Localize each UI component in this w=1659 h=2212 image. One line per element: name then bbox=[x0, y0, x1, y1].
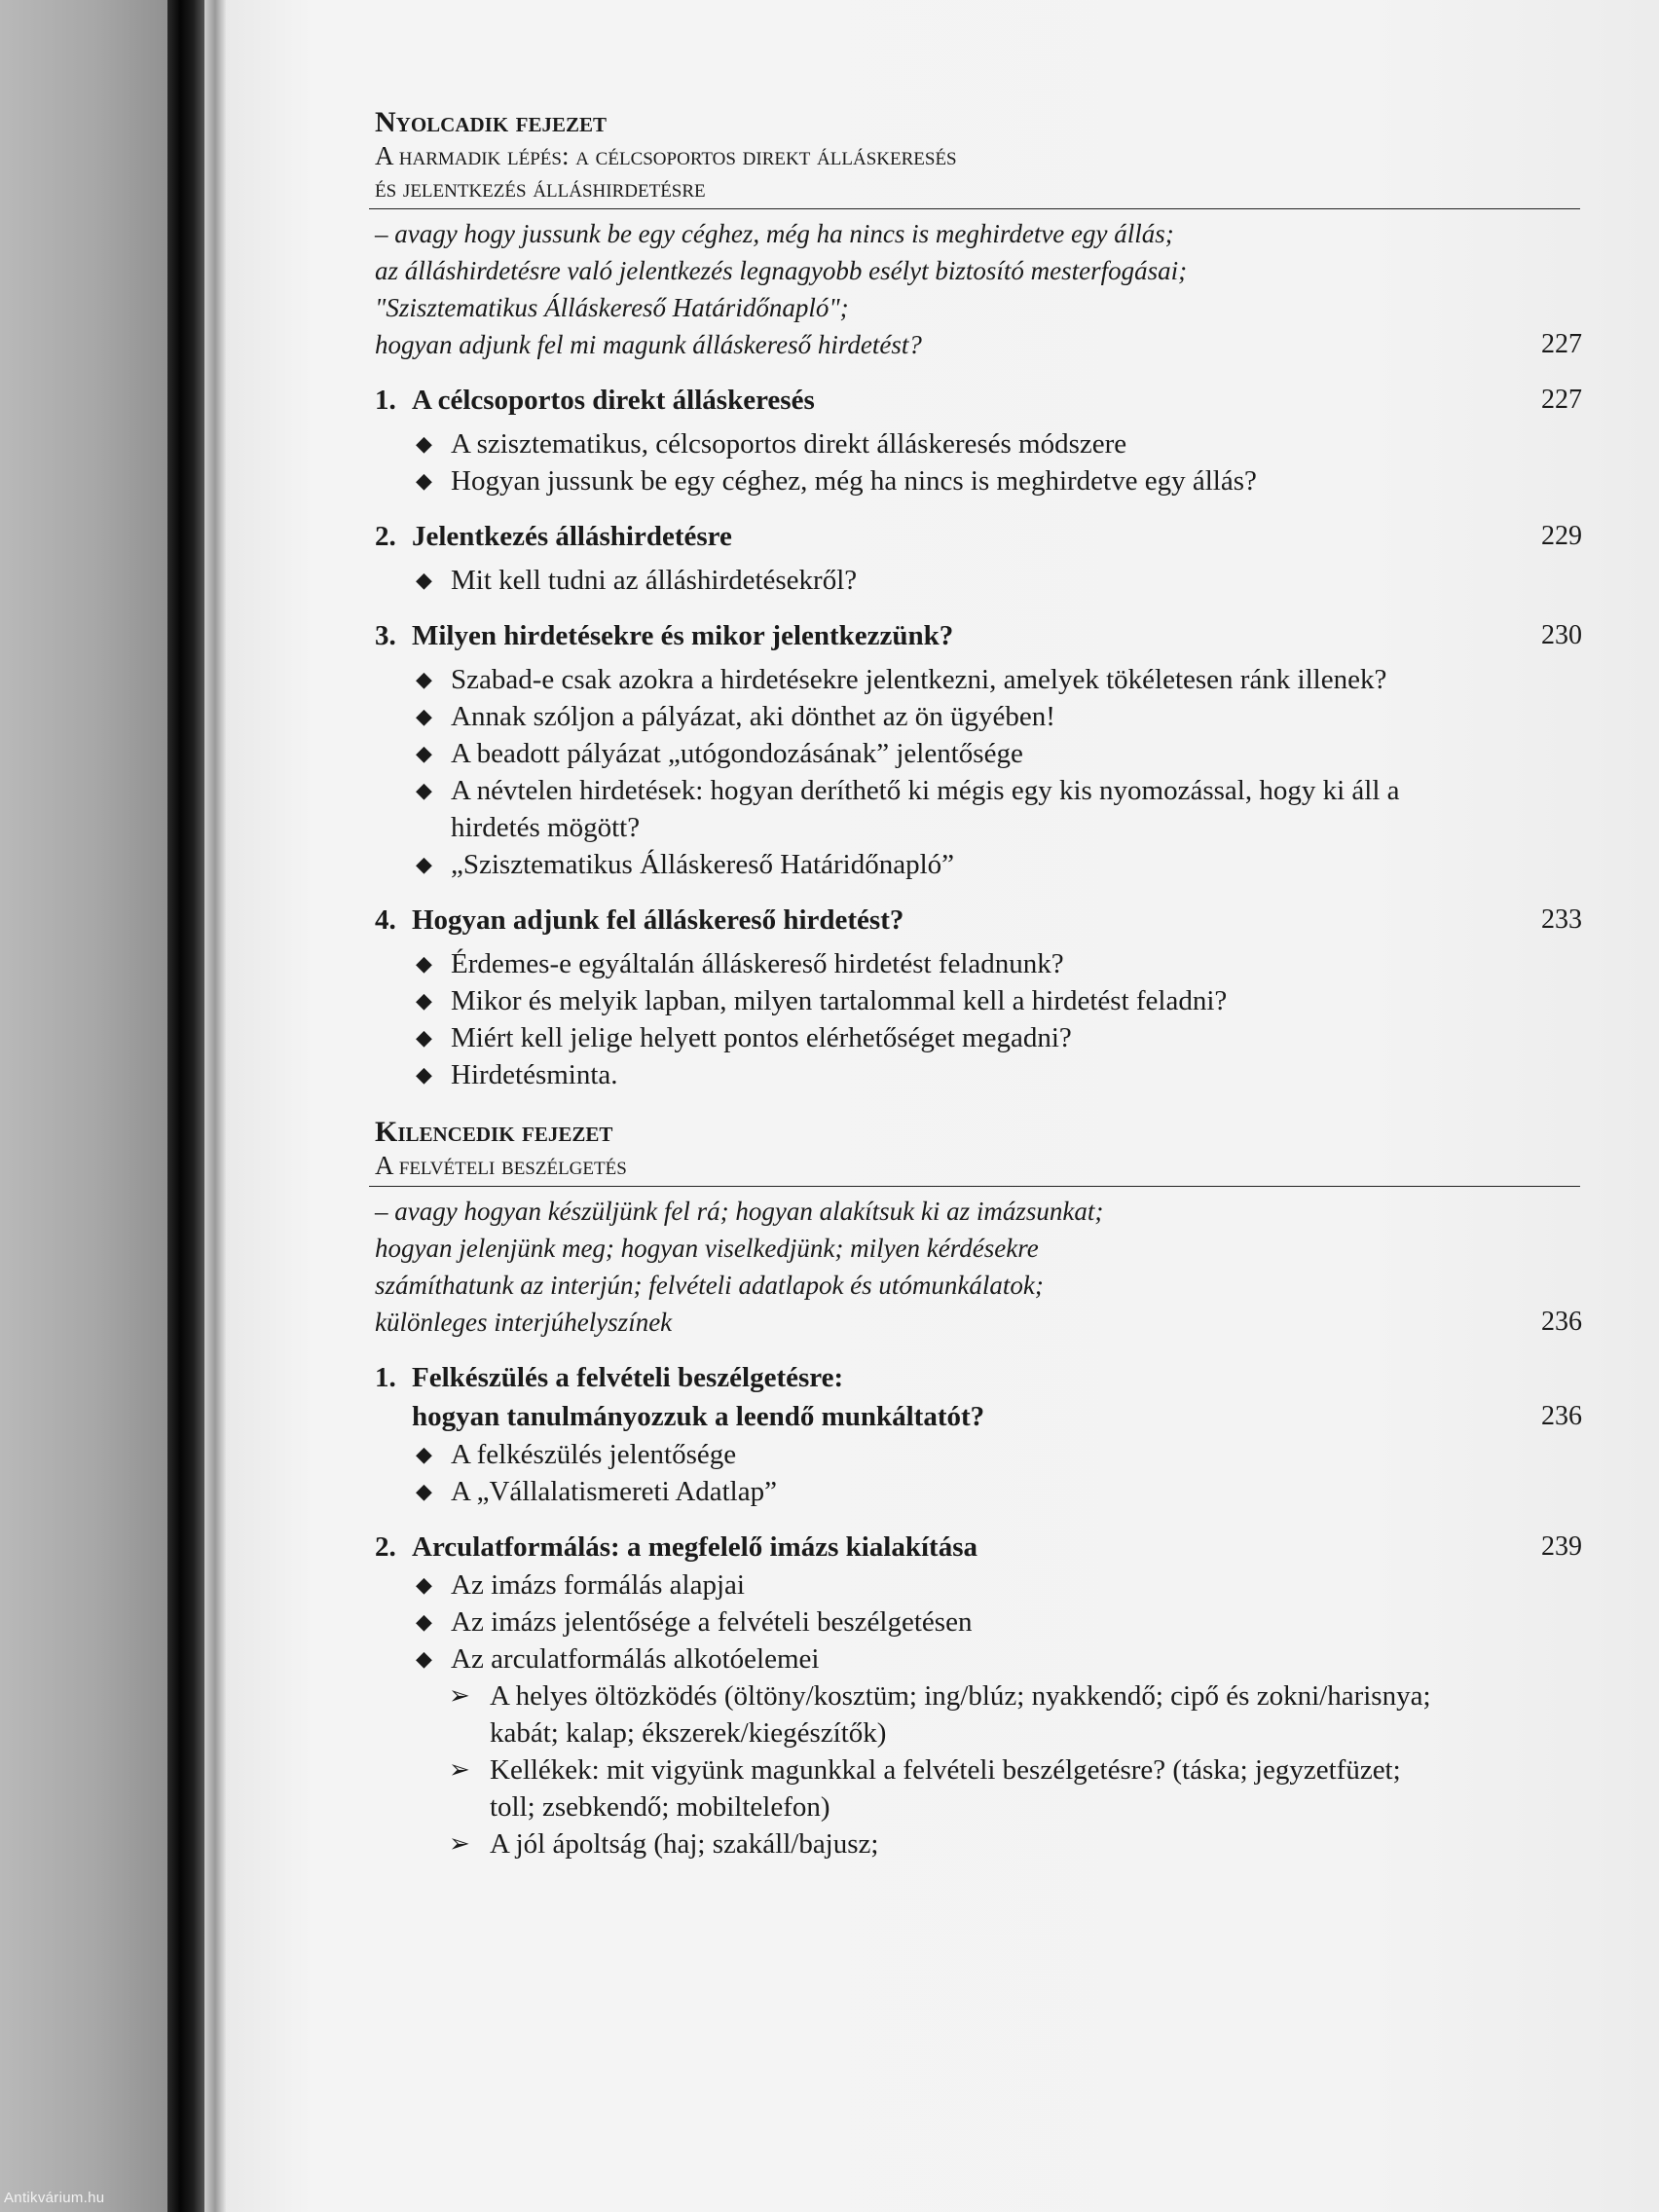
list-item: ◆ A szisztematikus, célcsoportos direkt álláskeresés módszere bbox=[375, 425, 1582, 462]
chapter-intro bbox=[375, 215, 1582, 363]
arrow-bullet-icon: ➢ bbox=[449, 1681, 470, 1710]
section bbox=[375, 616, 1582, 883]
section-title: Milyen hirdetésekre és mikor jelentkezzünk? bbox=[412, 620, 954, 651]
chapter-title: Kilencedik fejezet bbox=[375, 1116, 613, 1148]
diamond-bullet-icon: ◆ bbox=[416, 1479, 432, 1503]
bullet-list bbox=[375, 945, 1582, 1093]
sub-bullet-list bbox=[375, 1677, 1582, 1862]
diamond-bullet-icon: ◆ bbox=[416, 431, 432, 456]
watermark: Antikvárium.hu bbox=[4, 2190, 105, 2206]
chapter-title: Nyolcadik fejezet bbox=[375, 106, 608, 138]
list-item: ➢ Kellékek: mit vigyünk magunkkal a felvételi beszélgetésre? (táska; jegyzetfüzet; toll; zsebkendő; mobiltelefon) bbox=[375, 1751, 1582, 1825]
section-title: A célcsoportos direkt álláskeresés bbox=[412, 385, 815, 416]
chapter-subtitle: A harmadik lépés: a célcsoportos direkt álláskeresés bbox=[375, 141, 957, 170]
list-item: ◆ Mikor és melyik lapban, milyen tartalommal kell a hirdetést feladni? bbox=[375, 982, 1582, 1019]
section bbox=[375, 381, 1582, 499]
chapter-subtitle: és jelentkezés álláshirdetésre bbox=[375, 173, 706, 203]
list-item: ◆ Miért kell jelige helyett pontos elérhetőséget megadni? bbox=[375, 1019, 1582, 1056]
list-item: ◆ Az imázs jelentősége a felvételi beszélgetésen bbox=[375, 1604, 1582, 1641]
chapter-9 bbox=[375, 1115, 1582, 1862]
diamond-bullet-icon: ◆ bbox=[416, 1062, 432, 1087]
section-heading[interactable] bbox=[375, 1358, 1582, 1436]
diamond-bullet-icon: ◆ bbox=[416, 951, 432, 976]
list-item: ◆ Érdemes-e egyáltalán álláskereső hirdetést feladnunk? bbox=[375, 945, 1582, 982]
section-heading[interactable] bbox=[375, 1528, 1582, 1567]
list-item: ◆ A felkészülés jelentősége bbox=[375, 1436, 1582, 1473]
page-edge bbox=[204, 0, 226, 2212]
page-number: 227 bbox=[1541, 329, 1582, 359]
arrow-bullet-icon: ➢ bbox=[449, 1755, 470, 1784]
intro-line: az álláshirdetésre való jelentkezés legnagyobb esélyt biztosító mesterfogásai; bbox=[375, 256, 1188, 285]
chapter-intro bbox=[375, 1193, 1582, 1341]
bullet-list bbox=[375, 661, 1582, 883]
intro-line: számíthatunk az interjún; felvételi adatlapok és utómunkálatok; bbox=[375, 1271, 1044, 1300]
list-item: ➢ A helyes öltözködés (öltöny/kosztüm; ing/blúz; nyakkendő; cipő és zokni/harisnya; kabát; kalap; ékszerek/kiegészítők) bbox=[375, 1677, 1582, 1751]
list-item: ➢ A jól ápoltság (haj; szakáll/bajusz; bbox=[375, 1825, 1582, 1862]
intro-line: – avagy hogy jussunk be egy céghez, még ha nincs is meghirdetve egy állás; bbox=[375, 219, 1174, 248]
bullet-list bbox=[375, 562, 1582, 599]
page-number: 236 bbox=[1541, 1307, 1582, 1337]
section-number: 1. bbox=[375, 1362, 396, 1393]
list-item: ◆ Annak szóljon a pályázat, aki dönthet az ön ügyében! bbox=[375, 698, 1582, 735]
section-number: 2. bbox=[375, 521, 396, 552]
diamond-bullet-icon: ◆ bbox=[416, 741, 432, 765]
diamond-bullet-icon: ◆ bbox=[416, 1442, 432, 1466]
section-heading[interactable] bbox=[375, 901, 1582, 940]
list-item: ◆ Az imázs formálás alapjai bbox=[375, 1567, 1582, 1604]
section-number: 3. bbox=[375, 620, 396, 651]
section-number: 4. bbox=[375, 904, 396, 936]
list-item: ◆ Mit kell tudni az álláshirdetésekről? bbox=[375, 562, 1582, 599]
section-number: 2. bbox=[375, 1531, 396, 1563]
bullet-list bbox=[375, 425, 1582, 499]
chapter-8 bbox=[375, 105, 1582, 1093]
section-heading[interactable] bbox=[375, 616, 1582, 655]
diamond-bullet-icon: ◆ bbox=[416, 1572, 432, 1597]
diamond-bullet-icon: ◆ bbox=[416, 468, 432, 493]
page-number: 227 bbox=[1541, 385, 1582, 415]
intro-line: "Szisztematikus Álláskereső Határidőnapló"; bbox=[375, 293, 849, 322]
page-number: 230 bbox=[1541, 620, 1582, 650]
list-item: ◆ Az arculatformálás alkotóelemei bbox=[375, 1641, 1582, 1677]
diamond-bullet-icon: ◆ bbox=[416, 778, 432, 802]
intro-line: hogyan jelenjünk meg; hogyan viselkedjünk; milyen kérdésekre bbox=[375, 1234, 1039, 1263]
diamond-bullet-icon: ◆ bbox=[416, 988, 432, 1013]
section bbox=[375, 517, 1582, 599]
bullet-list bbox=[375, 1436, 1582, 1510]
list-item: ◆ Szabad-e csak azokra a hirdetésekre jelentkezni, amelyek tökéletesen ránk illenek? bbox=[375, 661, 1582, 698]
section-heading[interactable] bbox=[375, 517, 1582, 556]
list-item: ◆ A névtelen hirdetések: hogyan deríthető ki mégis egy kis nyomozással, hogy ki áll a hirdetés mögött? bbox=[375, 772, 1582, 846]
list-item: ◆ Hirdetésminta. bbox=[375, 1056, 1582, 1093]
section bbox=[375, 1358, 1582, 1510]
diamond-bullet-icon: ◆ bbox=[416, 852, 432, 876]
book-spine bbox=[167, 0, 204, 2212]
section-title: Hogyan adjunk fel álláskereső hirdetést? bbox=[412, 904, 904, 936]
intro-line: – avagy hogyan készüljünk fel rá; hogyan alakítsuk ki az imázsunkat; bbox=[375, 1197, 1104, 1226]
page-number: 233 bbox=[1541, 904, 1582, 935]
intro-line: különleges interjúhelyszínek bbox=[375, 1308, 673, 1337]
arrow-bullet-icon: ➢ bbox=[449, 1829, 470, 1858]
list-item: ◆ Hogyan jussunk be egy céghez, még ha nincs is meghirdetve egy állás? bbox=[375, 462, 1582, 499]
section-title: Arculatformálás: a megfelelő imázs kialakítása bbox=[412, 1531, 977, 1563]
section-title: Jelentkezés álláshirdetésre bbox=[412, 521, 732, 552]
divider bbox=[369, 208, 1580, 209]
chapter-subtitle: A felvételi beszélgetés bbox=[375, 1151, 627, 1180]
diamond-bullet-icon: ◆ bbox=[416, 1646, 432, 1671]
divider bbox=[369, 1186, 1580, 1187]
list-item: ◆ A „Vállalatismereti Adatlap” bbox=[375, 1473, 1582, 1510]
list-item: ◆ A beadott pályázat „utógondozásának” jelentősége bbox=[375, 735, 1582, 772]
section-number: 1. bbox=[375, 385, 396, 416]
section-heading[interactable] bbox=[375, 381, 1582, 420]
intro-line: hogyan adjunk fel mi magunk álláskereső hirdetést? bbox=[375, 330, 922, 359]
diamond-bullet-icon: ◆ bbox=[416, 568, 432, 592]
list-item: ◆ „Szisztematikus Álláskereső Határidőnapló” bbox=[375, 846, 1582, 883]
diamond-bullet-icon: ◆ bbox=[416, 1025, 432, 1050]
diamond-bullet-icon: ◆ bbox=[416, 667, 432, 691]
diamond-bullet-icon: ◆ bbox=[416, 1609, 432, 1634]
section bbox=[375, 901, 1582, 1093]
table-of-contents bbox=[375, 105, 1582, 1862]
section bbox=[375, 1528, 1582, 1862]
diamond-bullet-icon: ◆ bbox=[416, 704, 432, 728]
section-title: Felkészülés a felvételi beszélgetésre: hogyan tanulmányozzuk a leendő munkáltatót? bbox=[412, 1362, 985, 1432]
page-number: 239 bbox=[1541, 1531, 1582, 1562]
background-left bbox=[0, 0, 175, 2212]
page-number: 236 bbox=[1541, 1401, 1582, 1431]
page-number: 229 bbox=[1541, 521, 1582, 551]
bullet-list bbox=[375, 1567, 1582, 1677]
